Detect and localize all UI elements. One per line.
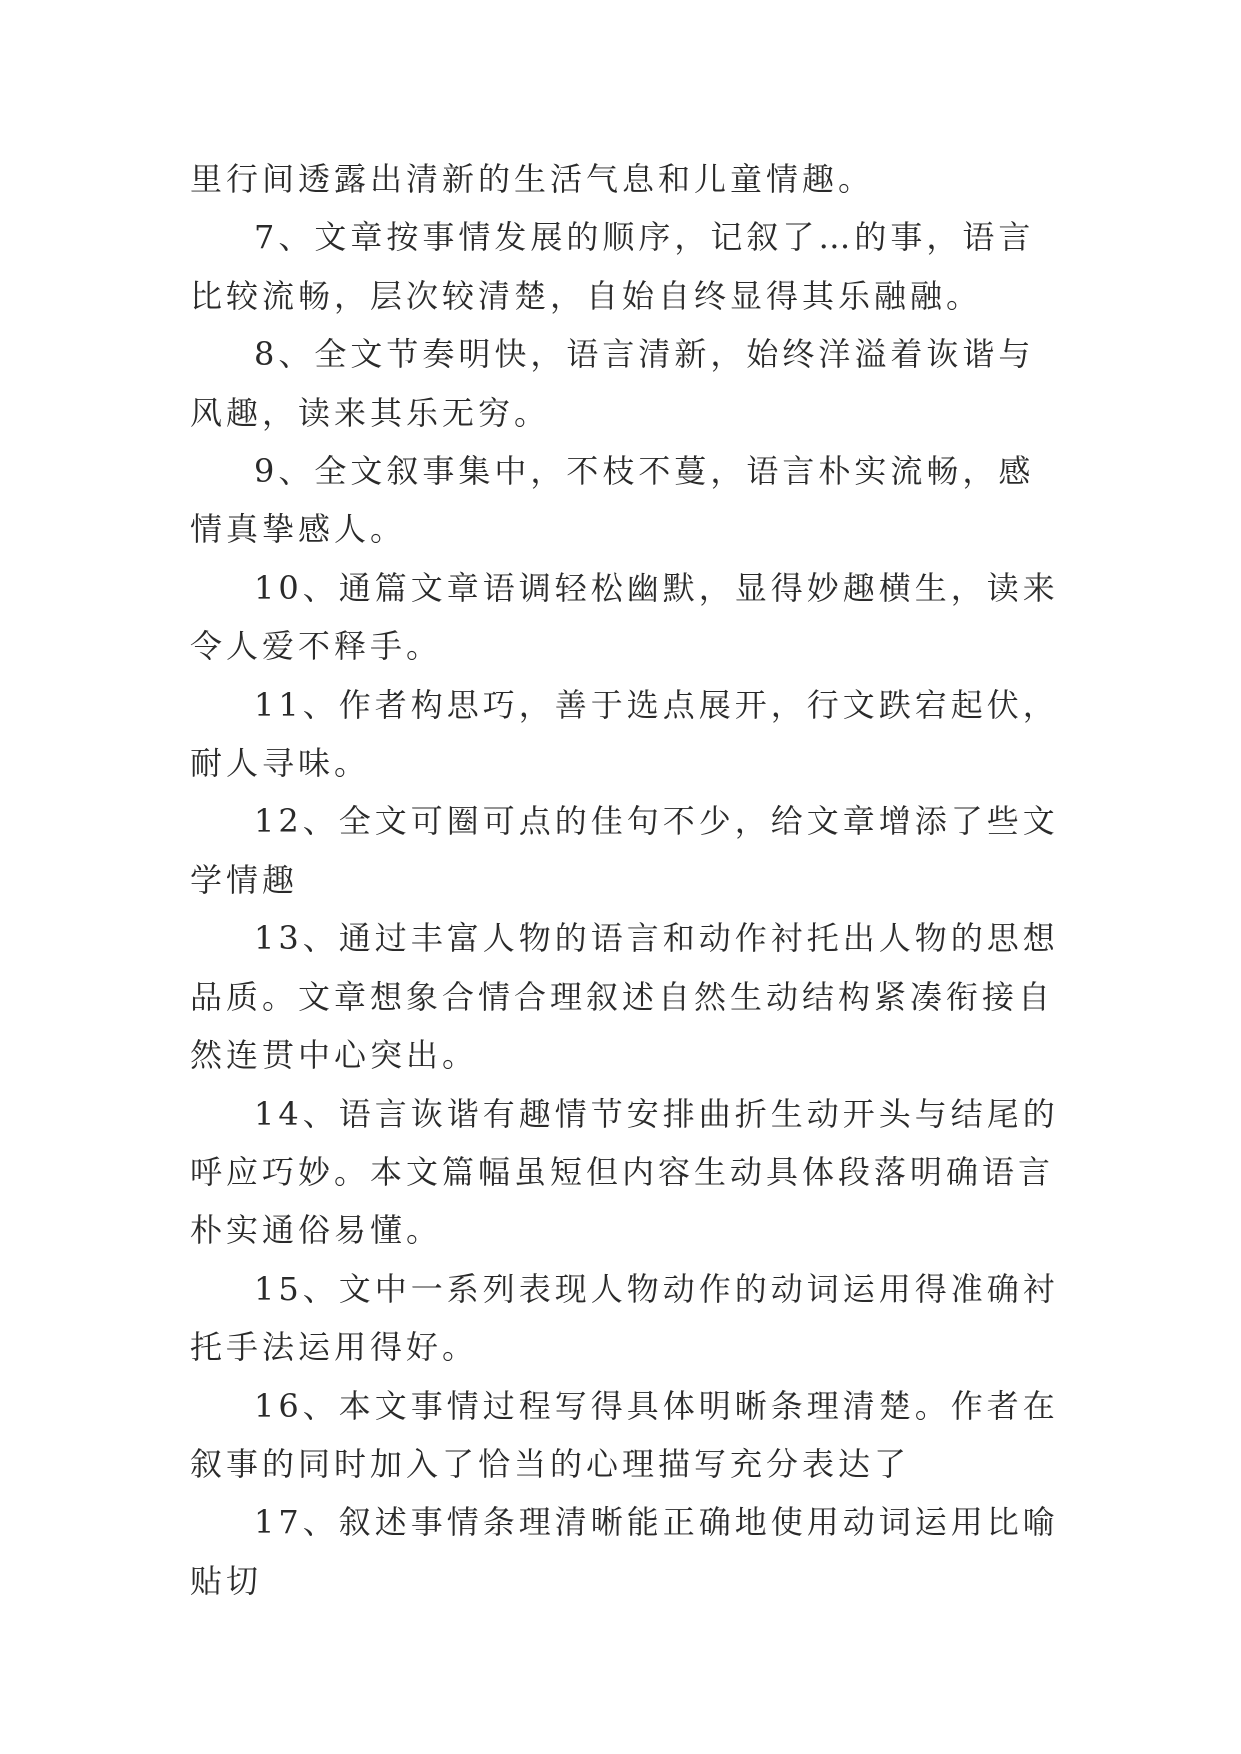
paragraph-item-7: 7、文章按事情发展的顺序，记叙了…的事，语言比较流畅，层次较清楚，自始自终显得其乐融融。 xyxy=(190,218,1035,315)
paragraph-continuation: 里行间透露出清新的生活气息和儿童情趣。 xyxy=(190,160,875,198)
document-body xyxy=(190,150,1060,1610)
paragraph-item-11: 11、作者构思巧，善于选点展开，行文跌宕起伏，耐人寻味。 xyxy=(190,685,1059,783)
paragraph-item-16: 16、本文事情过程写得具体明晰条理清楚。作者在叙事的同时加入了恰当的心理描写充分表达了 xyxy=(190,1386,1059,1483)
paragraph-item-9: 9、全文叙事集中，不枝不蔓，语言朴实流畅，感情真挚感人。 xyxy=(190,452,1035,549)
paragraph-item-14: 14、语言诙谐有趣情节安排曲折生动开头与结尾的呼应巧妙。本文篇幅虽短但内容生动具体段落明确语言朴实通俗易懂。 xyxy=(190,1094,1059,1250)
paragraph-item-8: 8、全文节奏明快，语言清新，始终洋溢着诙谐与风趣，读来其乐无穷。 xyxy=(190,335,1035,432)
paragraph-item-10: 10、通篇文章语调轻松幽默，显得妙趣横生，读来令人爱不释手。 xyxy=(190,568,1059,666)
paragraph-item-17: 17、叙述事情条理清晰能正确地使用动词运用比喻贴切 xyxy=(190,1503,1059,1600)
paragraph-item-13: 13、通过丰富人物的语言和动作衬托出人物的思想品质。文章想象合情合理叙述自然生动结构紧凑衔接自然连贯中心突出。 xyxy=(190,919,1059,1075)
paragraph-item-12: 12、全文可圈可点的佳句不少，给文章增添了些文学情趣 xyxy=(190,802,1059,899)
paragraph-item-15: 15、文中一系列表现人物动作的动词运用得准确衬托手法运用得好。 xyxy=(190,1269,1059,1367)
